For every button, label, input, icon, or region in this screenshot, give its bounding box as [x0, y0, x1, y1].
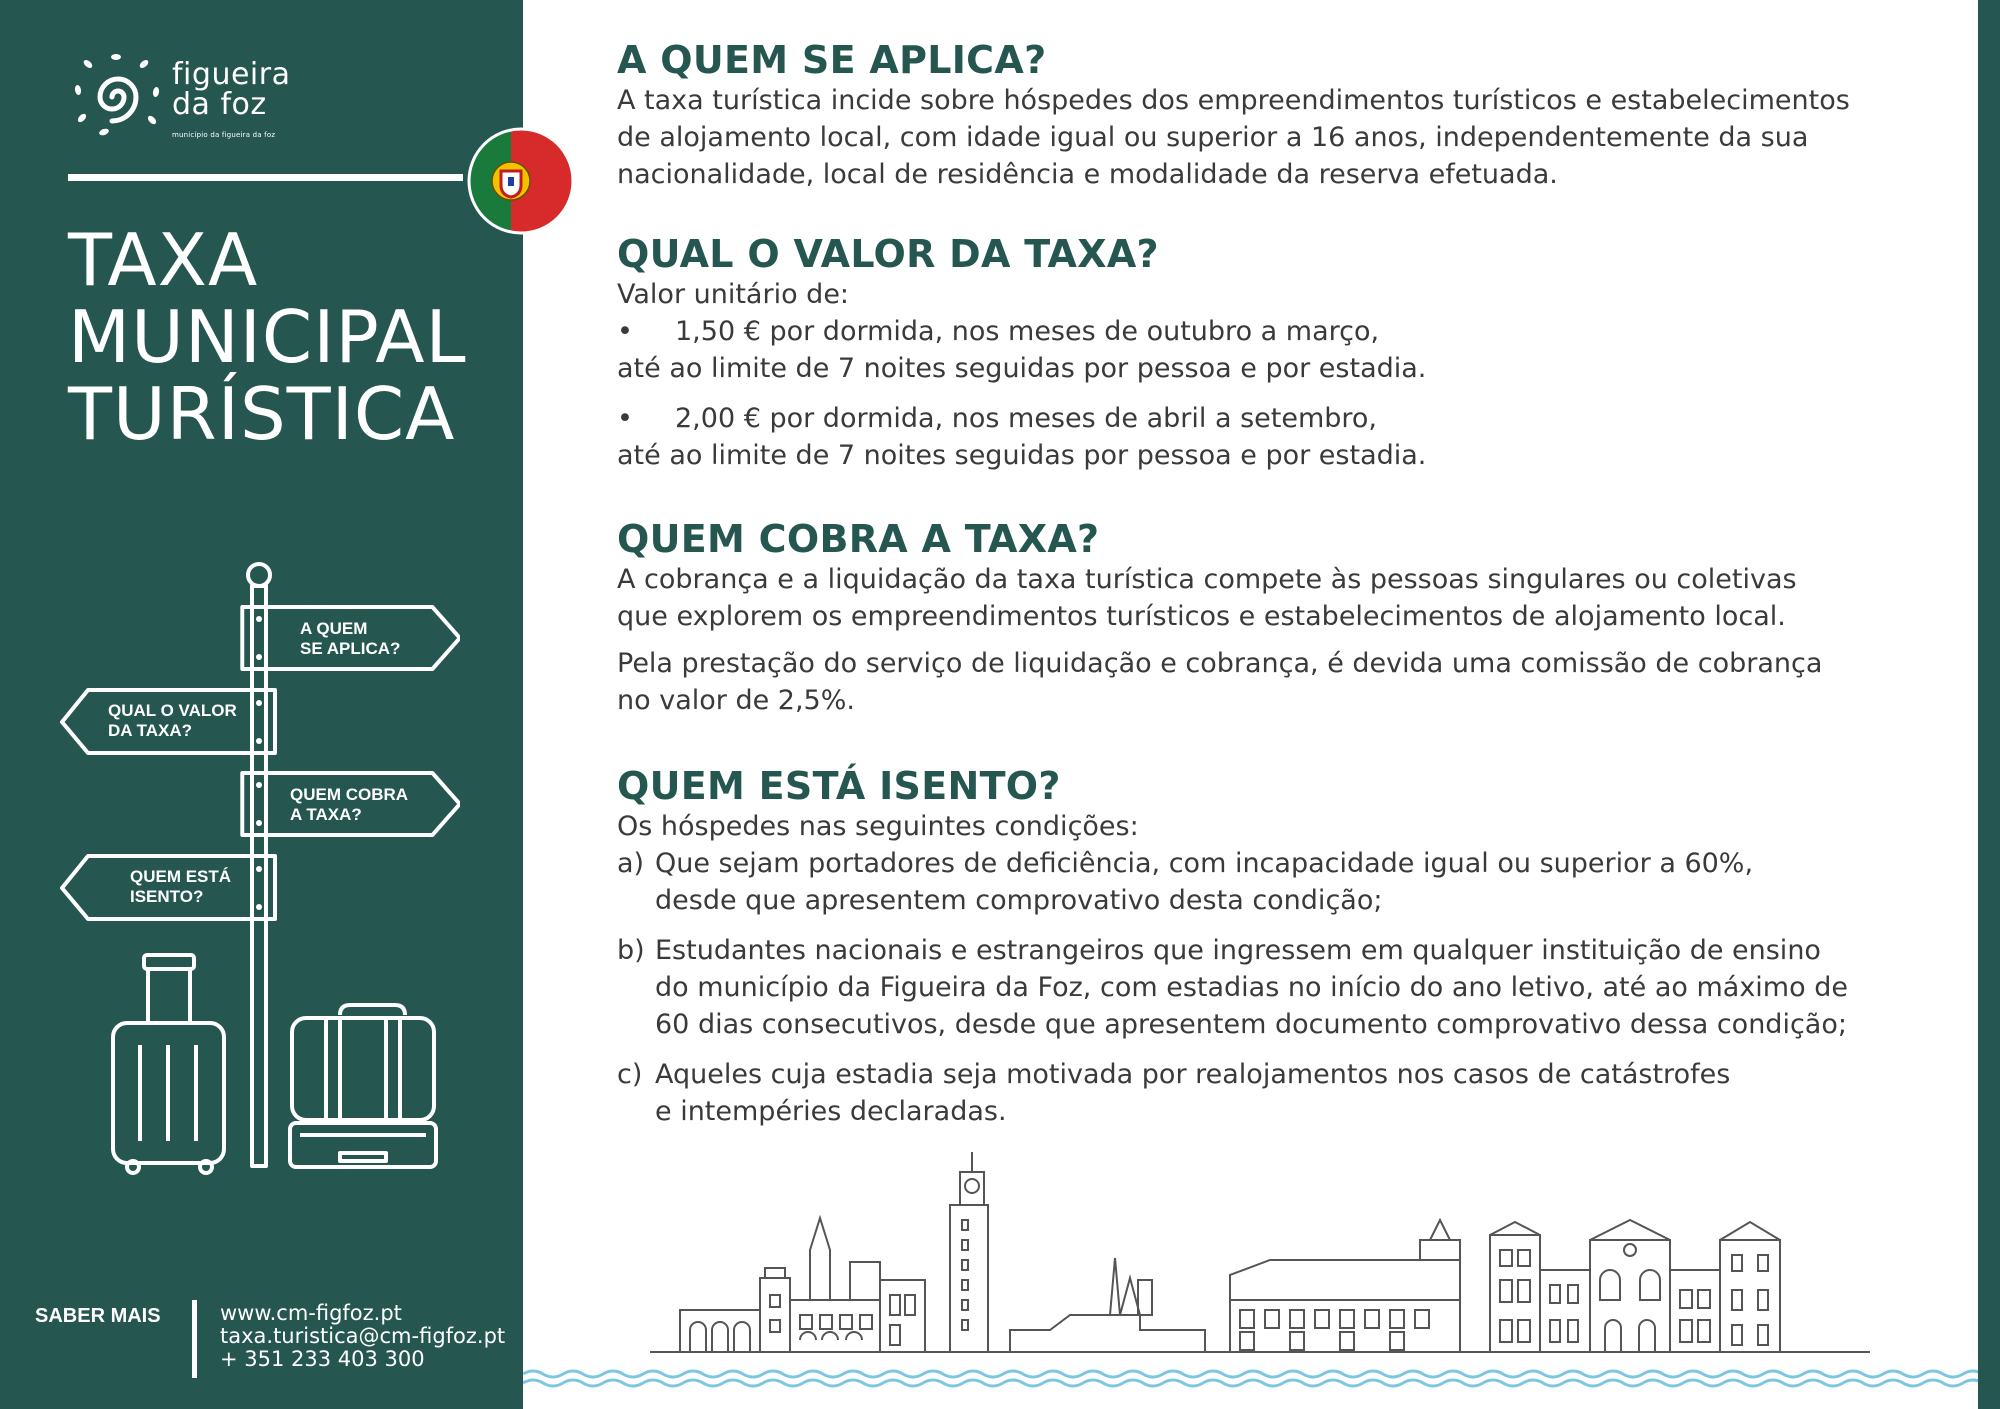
isento-intro: Os hóspedes nas seguintes condições: — [617, 811, 1139, 842]
item-mark: a) — [617, 848, 645, 879]
text-line: que explorem os empreendimentos turísticos e estabelecimentos de alojamento local. — [617, 601, 1786, 632]
list-item — [617, 932, 1917, 1043]
item-mark: b) — [617, 935, 645, 966]
list-item — [617, 845, 1917, 919]
bullet-text: 2,00 € por dormida, nos meses de abril a setembro, — [675, 403, 1378, 434]
phone-number[interactable]: + 351 233 403 300 — [220, 1347, 425, 1371]
footer-divider — [192, 1300, 197, 1378]
item-line: Que sejam portadores de deficiência, com incapacidade igual ou superior a 60%, — [655, 848, 1754, 879]
text-line: A cobrança e a liquidação da taxa turística compete às pessoas singulares ou coletivas — [617, 564, 1797, 595]
sign-label-isento — [130, 867, 231, 907]
text-line: de alojamento local, com idade igual ou superior a 16 anos, independentemente da sua — [617, 122, 1809, 153]
sidebar — [0, 0, 523, 1409]
text-line: nacionalidade, local de residência e modalidade da reserva efetuada. — [617, 159, 1558, 190]
item-line: do município da Figueira da Foz, com estadias no início do ano letivo, até ao máximo de — [655, 972, 1848, 1003]
bullet-continuation: até ao limite de 7 noites seguidas por pessoa e por estadia. — [617, 440, 1427, 471]
heading-isento: QUEM ESTÁ ISENTO? — [617, 764, 1061, 808]
right-edge-band — [1978, 0, 2000, 1409]
section-aplica — [617, 38, 1917, 193]
logo-line1: figueira — [172, 57, 291, 92]
text-line: Pela prestação do serviço de liquidação e cobrança, é devida uma comissão de cobrança — [617, 648, 1823, 679]
waves-icon — [523, 1368, 1978, 1388]
page-title — [68, 218, 467, 456]
item-line: Aqueles cuja estadia seja motivada por realojamentos nos casos de catástrofes — [655, 1059, 1731, 1090]
valor-intro: Valor unitário de: — [617, 279, 850, 310]
sign-label-cobra — [290, 785, 408, 825]
heading-aplica: A QUEM SE APLICA? — [617, 38, 1047, 82]
bullet-mark: • — [617, 403, 633, 434]
email-link[interactable]: taxa.turistica@cm-figfoz.pt — [220, 1324, 506, 1348]
title-line1: TAXA — [68, 218, 259, 302]
city-skyline-icon — [650, 1150, 1870, 1360]
text-line: no valor de 2,5%. — [617, 685, 855, 716]
logo-subtitle: município da figueira da foz — [172, 131, 276, 139]
sign-text: QUEM COBRA — [290, 785, 409, 804]
sign-text: A QUEM — [300, 619, 368, 638]
bullet-mark: • — [617, 316, 633, 347]
sun-swirl-logo-icon — [68, 52, 168, 142]
website-link[interactable]: www.cm-figfoz.pt — [220, 1301, 402, 1325]
heading-valor: QUAL O VALOR DA TAXA? — [617, 232, 1159, 276]
item-line: Estudantes nacionais e estrangeiros que ingressem em qualquer instituição de ensino — [655, 935, 1821, 966]
divider — [68, 174, 463, 181]
bullet-continuation: até ao limite de 7 noites seguidas por pessoa e por estadia. — [617, 353, 1427, 384]
heading-cobra: QUEM COBRA A TAXA? — [617, 517, 1100, 561]
sign-text: QUAL O VALOR — [108, 701, 237, 720]
section-valor — [617, 232, 1917, 474]
bullet-item — [617, 400, 1917, 437]
sign-text: SE APLICA? — [300, 639, 401, 658]
bullet-item — [617, 313, 1917, 350]
item-mark: c) — [617, 1059, 643, 1090]
title-line3: TURÍSTICA — [68, 372, 456, 456]
section-isento — [617, 764, 1917, 1130]
bullet-text: 1,50 € por dormida, nos meses de outubro a março, — [675, 316, 1380, 347]
sign-label-aplica — [300, 619, 400, 659]
sign-label-valor — [108, 701, 237, 741]
sign-text: QUEM ESTÁ — [130, 867, 232, 886]
title-line2: MUNICIPAL — [68, 295, 467, 379]
list-item — [617, 1056, 1917, 1130]
figueira-da-foz-logo — [68, 52, 328, 142]
sign-text: ISENTO? — [130, 887, 204, 906]
saber-mais-label: SABER MAIS — [35, 1305, 161, 1327]
item-line: 60 dias consecutivos, desde que apresentem documento comprovativo dessa condição; — [655, 1009, 1847, 1040]
sign-text: DA TAXA? — [108, 721, 193, 740]
contact-info — [220, 1302, 505, 1371]
section-cobra — [617, 517, 1917, 719]
sign-text: A TAXA? — [290, 805, 362, 824]
item-line: e intempéries declaradas. — [655, 1096, 1007, 1127]
logo-wordmark — [172, 57, 291, 150]
text-line: A taxa turística incide sobre hóspedes dos empreendimentos turísticos e estabelecimentos — [617, 85, 1850, 116]
item-line: desde que apresentem comprovativo desta condição; — [655, 885, 1383, 916]
logo-line2: da foz — [172, 87, 267, 122]
portugal-flag-icon — [467, 127, 575, 235]
signpost-illustration — [60, 555, 460, 1175]
